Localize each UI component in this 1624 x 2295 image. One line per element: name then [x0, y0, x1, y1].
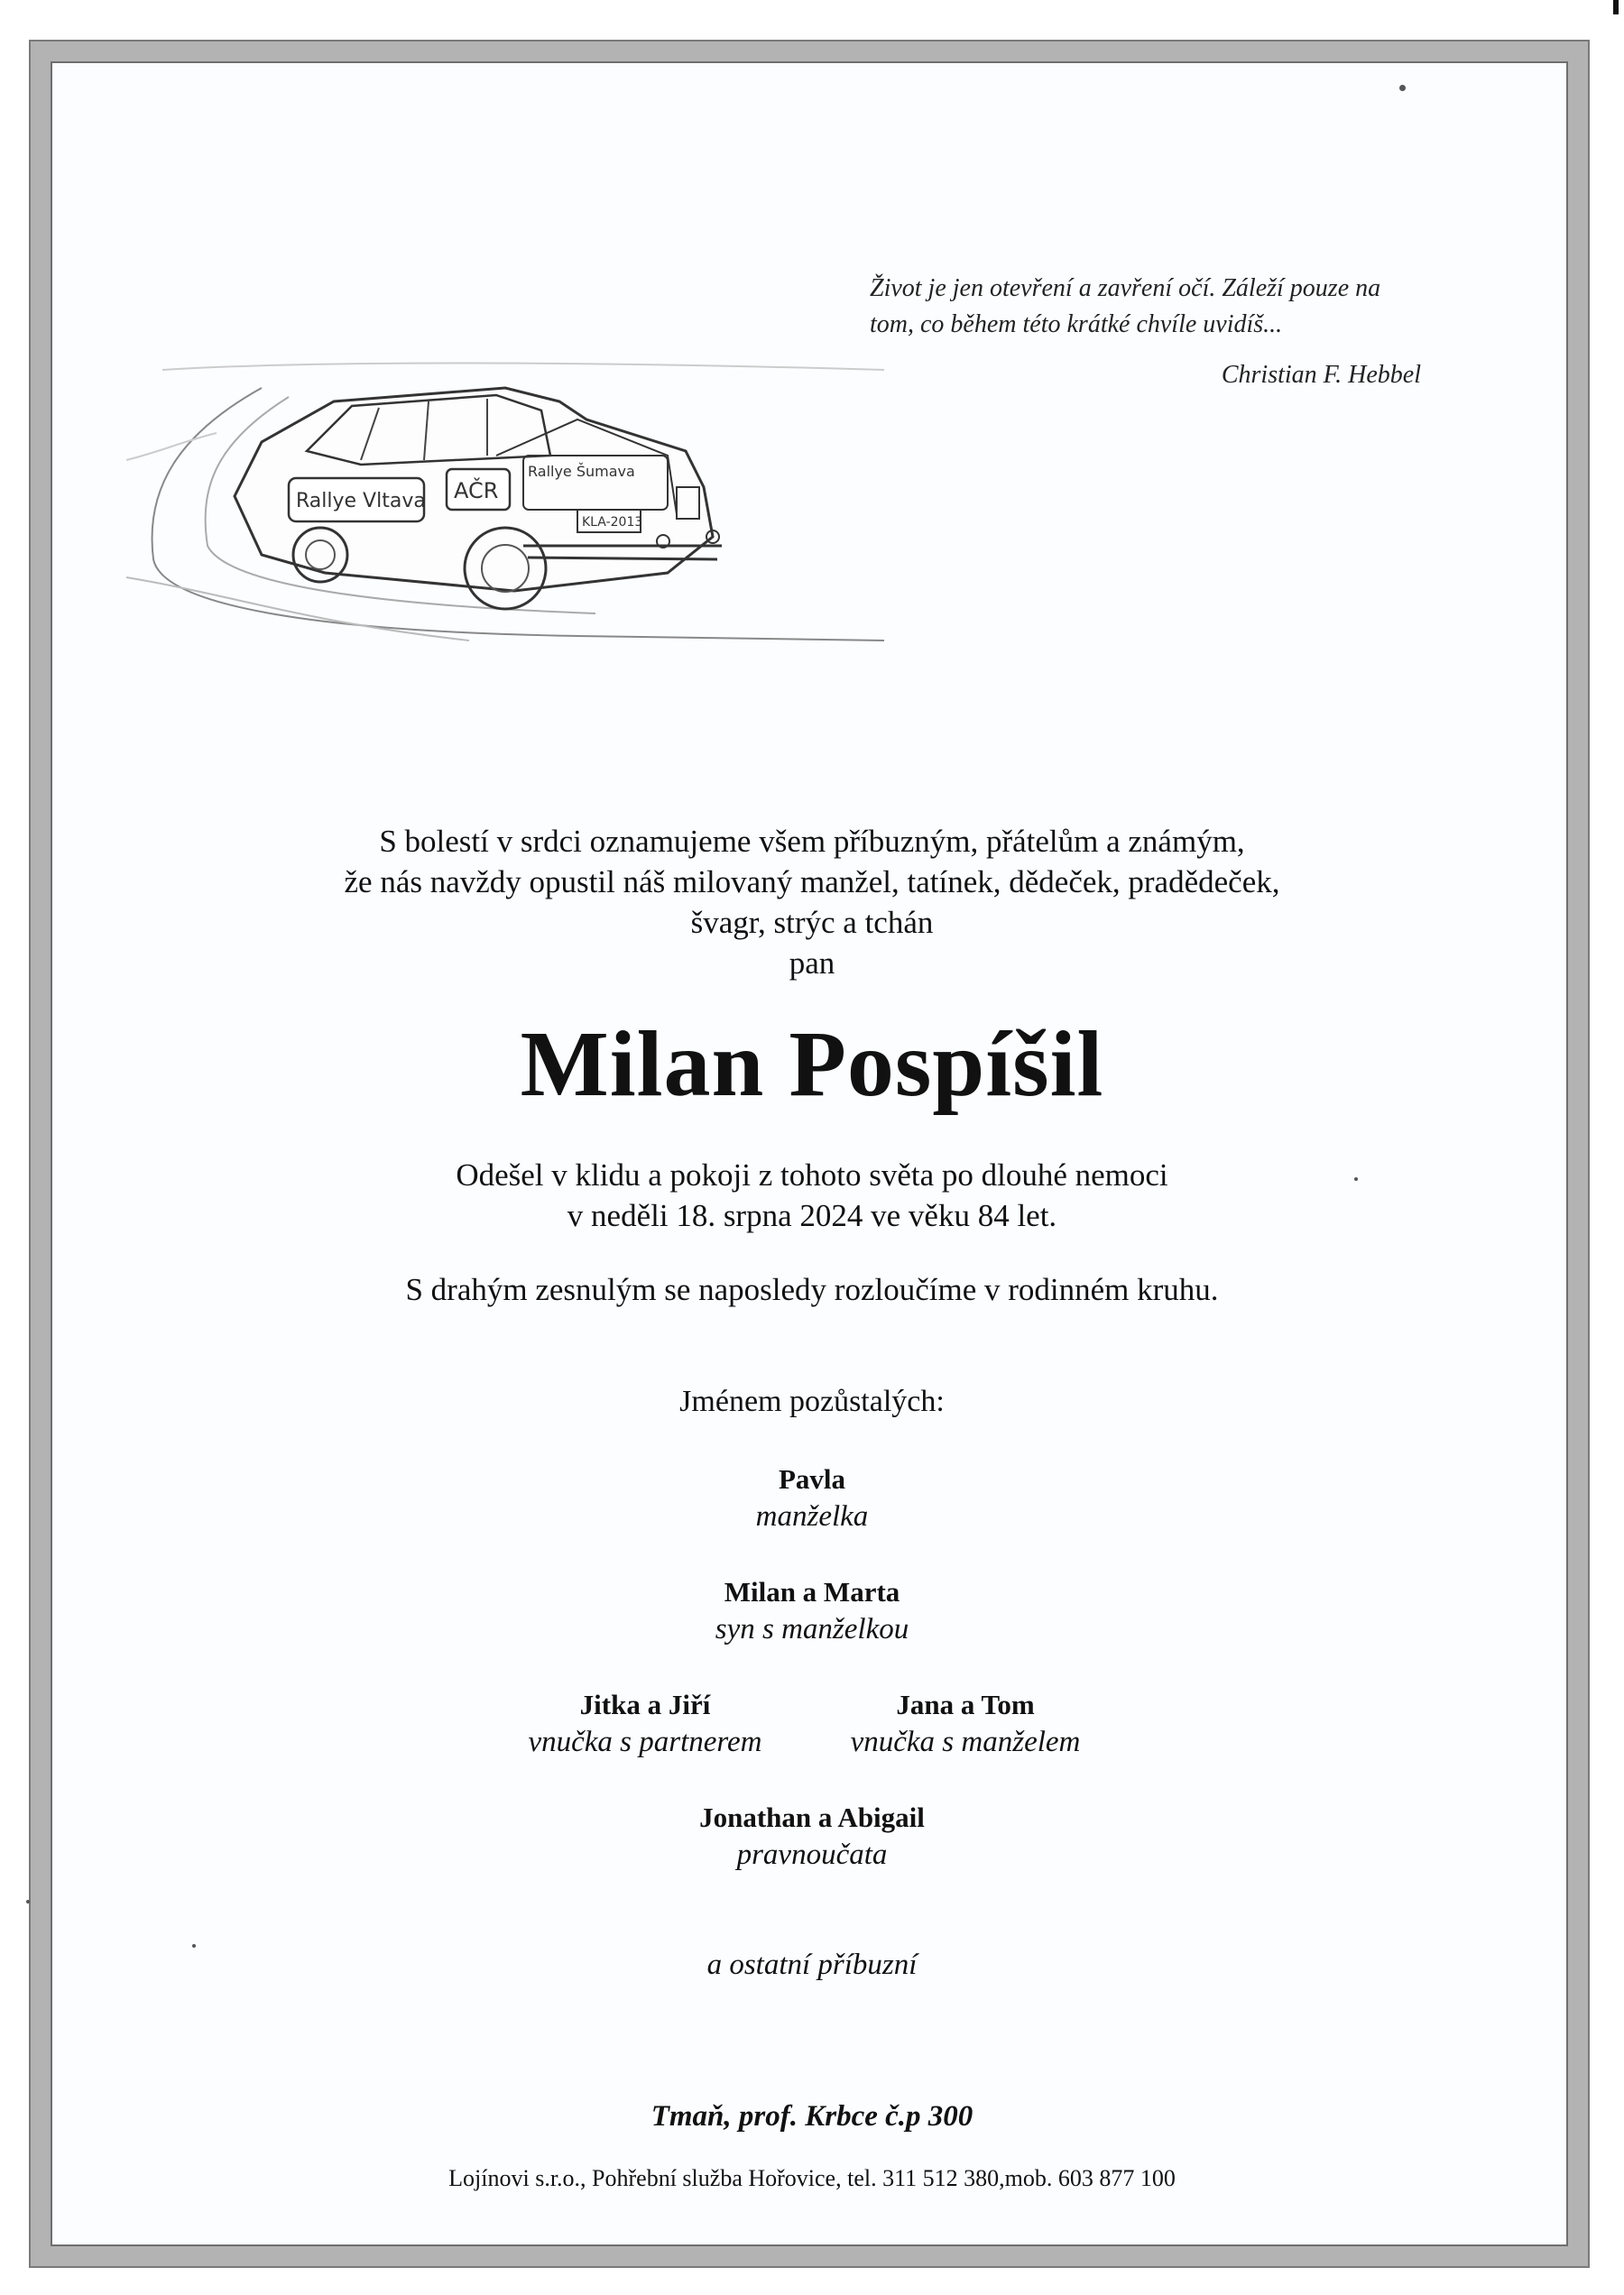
mourner-name: Jitka a Jiří [579, 1689, 711, 1720]
car-sign-text: Rallye Vltava [296, 490, 426, 512]
car-sign-text: AČR [454, 478, 499, 503]
mourner-name: Jonathan a Abigail [699, 1802, 925, 1833]
rally-car-sketch-icon [126, 352, 884, 650]
death-line: Odešel v klidu a pokoji z tohoto světa po dlouhé nemoci [456, 1157, 1168, 1193]
death-line: v neděli 18. srpna 2024 ve věku 84 let. [567, 1198, 1057, 1233]
mourner-name: Pavla [778, 1463, 846, 1495]
mourner-entry [0, 1800, 1624, 1874]
other-relatives: a ostatní příbuzní [706, 1949, 918, 1981]
mourner-relation: syn s manželkou [715, 1613, 909, 1645]
quote-text: Život je jen otevření a zavření očí. Záleží pouze na tom, co během této krátké chvíle uvidíš... [870, 274, 1381, 338]
mourner-relation: vnučka s partnerem [528, 1726, 762, 1758]
scan-speck [1399, 85, 1406, 91]
announcement-line: S bolestí v srdci oznamujeme všem příbuzným, přátelům a známým, [379, 824, 1245, 859]
death-notice [0, 1155, 1624, 1236]
mourner-entry [0, 1574, 1624, 1648]
mourner-name: Jana a Tom [896, 1689, 1035, 1720]
announcement [0, 821, 1624, 983]
scan-speck [26, 1900, 30, 1903]
funeral-service-footer: Lojínovi s.r.o., Pohřební služba Hořovice, tel. 311 512 380,mob. 603 877 100 [448, 2165, 1176, 2191]
family-address: Tmaň, prof. Krbce č.p 300 [651, 2100, 973, 2133]
deceased-name: Milan Pospíšil [520, 1012, 1104, 1116]
announcement-line: švagr, strýc a tchán [690, 905, 934, 940]
mourner-relation: pravnoučata [736, 1839, 888, 1871]
mourner-entry [0, 1461, 1624, 1535]
announcement-line: že nás navždy opustil náš milovaný manžel, tatínek, dědeček, pradědeček, [344, 864, 1280, 899]
mourner-entry [776, 1687, 1155, 1761]
car-plate-text: KLA-2013 [582, 515, 643, 530]
quote-author: Christian F. Hebbel [1221, 361, 1421, 389]
mourner-relation: manželka [755, 1500, 869, 1533]
mourners-heading: Jménem pozůstalých: [679, 1385, 945, 1418]
car-sign-text: Rallye Šumava [528, 463, 635, 480]
scan-mark [1613, 0, 1619, 14]
mourner-name: Milan a Marta [724, 1576, 900, 1608]
farewell-note: S drahým zesnulým se naposledy rozloučíme v rodinném kruhu. [405, 1272, 1219, 1307]
mourner-relation: vnučka s manželem [850, 1726, 1081, 1758]
scan-speck [192, 1944, 196, 1948]
announcement-line: pan [789, 945, 835, 981]
